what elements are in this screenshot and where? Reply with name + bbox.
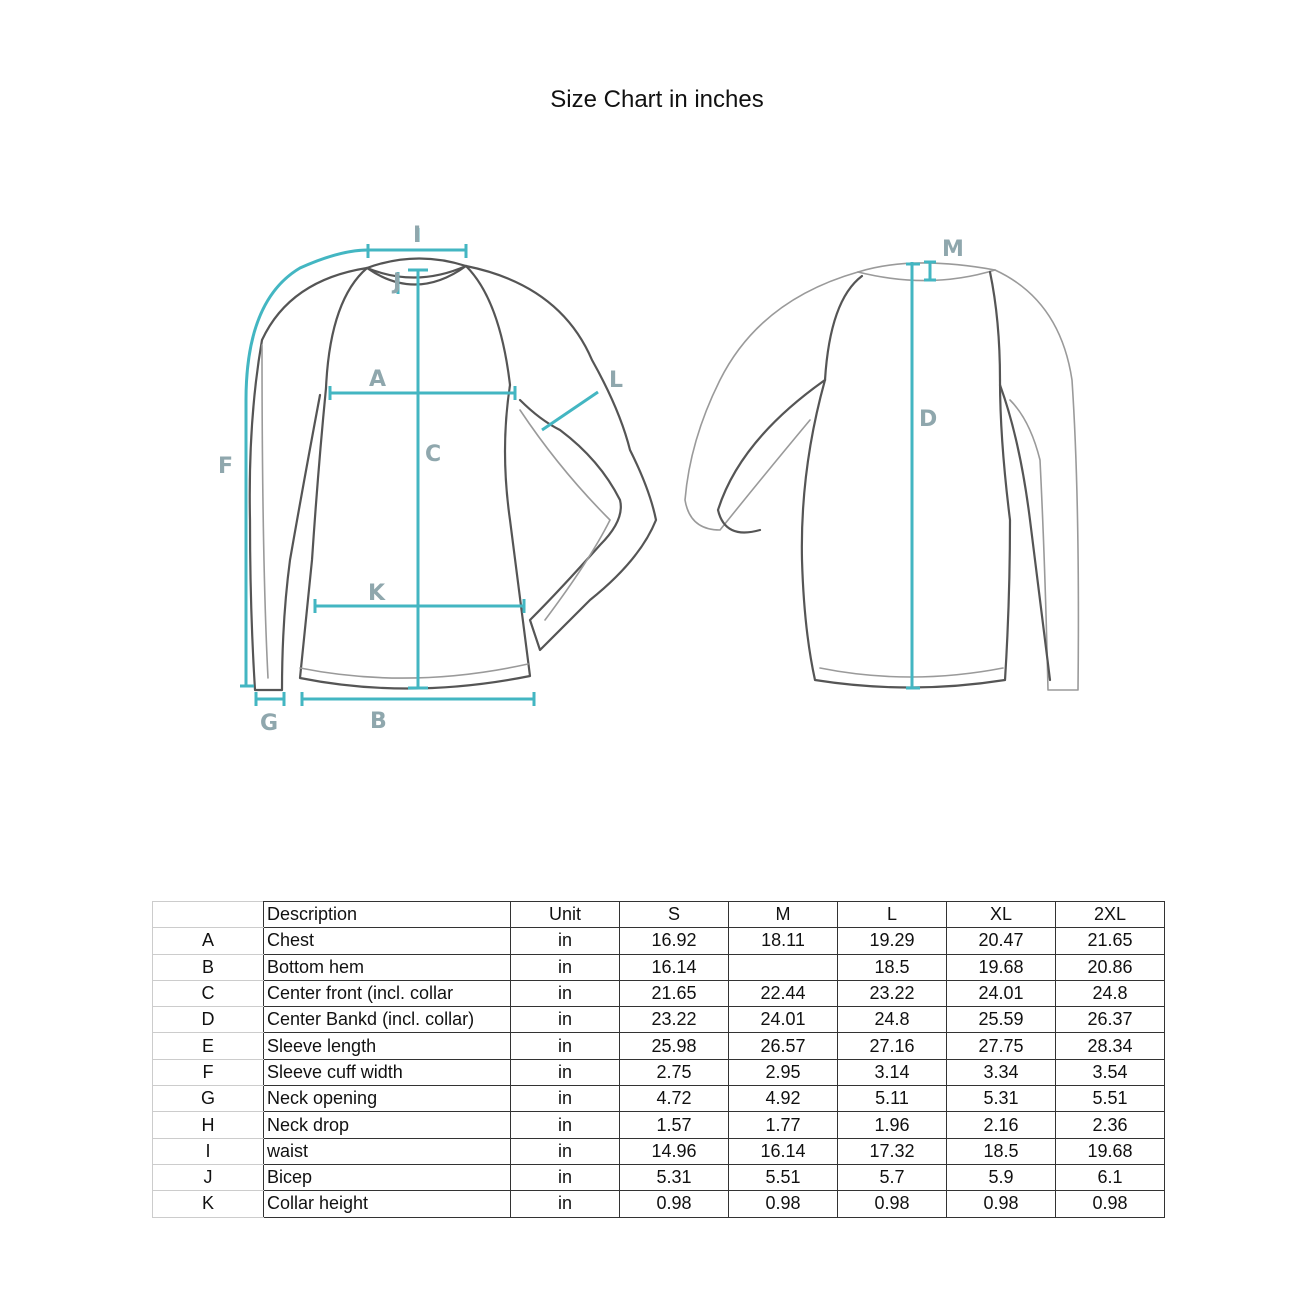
row-value: 24.8: [838, 1007, 947, 1033]
table-row: [153, 1138, 1165, 1164]
row-code: G: [153, 1086, 264, 1112]
header-size-2xl: 2XL: [1056, 902, 1165, 928]
label-l: L: [609, 368, 624, 393]
row-value: 27.75: [947, 1033, 1056, 1059]
row-value: 25.59: [947, 1007, 1056, 1033]
table-row: [153, 1059, 1165, 1085]
row-value: 16.92: [620, 928, 729, 954]
row-value: 20.86: [1056, 954, 1165, 980]
row-value: 19.29: [838, 928, 947, 954]
back-shirt-outline: [685, 263, 1078, 690]
header-unit: Unit: [511, 902, 620, 928]
size-table: [152, 901, 1165, 1218]
table-row: [153, 1164, 1165, 1190]
row-unit: in: [511, 1086, 620, 1112]
row-value: 25.98: [620, 1033, 729, 1059]
row-value: 3.54: [1056, 1059, 1165, 1085]
row-description: waist: [264, 1138, 511, 1164]
row-value: 5.51: [1056, 1086, 1165, 1112]
row-description: Neck drop: [264, 1112, 511, 1138]
back-measurements: [906, 262, 936, 688]
row-description: Neck opening: [264, 1086, 511, 1112]
row-unit: in: [511, 1112, 620, 1138]
label-g: G: [260, 711, 279, 736]
row-value: 18.11: [729, 928, 838, 954]
row-value: 28.34: [1056, 1033, 1165, 1059]
label-i: I: [413, 223, 422, 248]
header-size-xl: XL: [947, 902, 1056, 928]
table-row: [153, 1007, 1165, 1033]
row-value: 2.36: [1056, 1112, 1165, 1138]
table-row: [153, 980, 1165, 1006]
label-a: A: [369, 367, 387, 392]
row-value: 3.34: [947, 1059, 1056, 1085]
row-value: 1.77: [729, 1112, 838, 1138]
header-size-s: S: [620, 902, 729, 928]
row-value: 21.65: [620, 980, 729, 1006]
row-value: 27.16: [838, 1033, 947, 1059]
row-value: 21.65: [1056, 928, 1165, 954]
row-value: 17.32: [838, 1138, 947, 1164]
row-description: Bottom hem: [264, 954, 511, 980]
page-title: Size Chart in inches: [550, 86, 764, 113]
row-value: 0.98: [838, 1191, 947, 1217]
row-value: 5.51: [729, 1164, 838, 1190]
row-value: 24.8: [1056, 980, 1165, 1006]
row-code: K: [153, 1191, 264, 1217]
row-value: 22.44: [729, 980, 838, 1006]
label-m: M: [942, 237, 964, 262]
row-value: 5.9: [947, 1164, 1056, 1190]
row-value: 18.5: [947, 1138, 1056, 1164]
row-unit: in: [511, 928, 620, 954]
row-code: I: [153, 1138, 264, 1164]
row-value: 24.01: [947, 980, 1056, 1006]
table-row: [153, 954, 1165, 980]
row-value: 26.57: [729, 1033, 838, 1059]
row-value: 0.98: [620, 1191, 729, 1217]
row-value: 4.92: [729, 1086, 838, 1112]
row-value: 5.7: [838, 1164, 947, 1190]
row-value: 2.75: [620, 1059, 729, 1085]
row-value: 16.14: [620, 954, 729, 980]
row-value: 16.14: [729, 1138, 838, 1164]
row-unit: in: [511, 1191, 620, 1217]
row-unit: in: [511, 1138, 620, 1164]
table-row: [153, 1086, 1165, 1112]
row-description: Collar height: [264, 1191, 511, 1217]
row-unit: in: [511, 980, 620, 1006]
row-value: 3.14: [838, 1059, 947, 1085]
row-code: J: [153, 1164, 264, 1190]
row-unit: in: [511, 1033, 620, 1059]
row-code: D: [153, 1007, 264, 1033]
label-k: K: [368, 581, 386, 606]
header-description: Description: [264, 902, 511, 928]
row-value: 1.57: [620, 1112, 729, 1138]
row-unit: in: [511, 1164, 620, 1190]
row-description: Bicep: [264, 1164, 511, 1190]
front-shirt-outline: [250, 258, 656, 690]
table-row: [153, 928, 1165, 954]
row-value: 23.22: [620, 1007, 729, 1033]
header-size-m: M: [729, 902, 838, 928]
row-description: Center front (incl. collar: [264, 980, 511, 1006]
label-f: F: [218, 454, 234, 479]
row-description: Sleeve length: [264, 1033, 511, 1059]
row-value: 0.98: [1056, 1191, 1165, 1217]
row-value: 18.5: [838, 954, 947, 980]
table-row: [153, 1033, 1165, 1059]
row-value: 6.1: [1056, 1164, 1165, 1190]
row-value: 19.68: [1056, 1138, 1165, 1164]
row-value: [729, 954, 838, 980]
row-code: A: [153, 928, 264, 954]
row-value: 0.98: [947, 1191, 1056, 1217]
table-row: [153, 1191, 1165, 1217]
row-value: 0.98: [729, 1191, 838, 1217]
row-value: 14.96: [620, 1138, 729, 1164]
label-d: D: [919, 407, 938, 432]
header-code-cell: [153, 902, 264, 928]
row-description: Chest: [264, 928, 511, 954]
row-code: C: [153, 980, 264, 1006]
row-value: 5.31: [620, 1164, 729, 1190]
row-unit: in: [511, 1007, 620, 1033]
row-unit: in: [511, 954, 620, 980]
row-description: Center Bankd (incl. collar): [264, 1007, 511, 1033]
row-value: 5.11: [838, 1086, 947, 1112]
row-value: 1.96: [838, 1112, 947, 1138]
row-value: 24.01: [729, 1007, 838, 1033]
label-j: J: [393, 270, 402, 295]
row-description: Sleeve cuff width: [264, 1059, 511, 1085]
row-value: 20.47: [947, 928, 1056, 954]
row-code: E: [153, 1033, 264, 1059]
label-c: C: [425, 442, 442, 467]
row-value: 5.31: [947, 1086, 1056, 1112]
header-size-l: L: [838, 902, 947, 928]
row-value: 19.68: [947, 954, 1056, 980]
row-value: 4.72: [620, 1086, 729, 1112]
row-unit: in: [511, 1059, 620, 1085]
table-row: [153, 1112, 1165, 1138]
row-value: 2.95: [729, 1059, 838, 1085]
label-b: B: [370, 709, 387, 734]
garment-diagram: [200, 215, 1100, 745]
row-code: F: [153, 1059, 264, 1085]
row-code: H: [153, 1112, 264, 1138]
row-value: 2.16: [947, 1112, 1056, 1138]
row-value: 26.37: [1056, 1007, 1165, 1033]
table-header-row: [153, 902, 1165, 928]
row-value: 23.22: [838, 980, 947, 1006]
row-code: B: [153, 954, 264, 980]
